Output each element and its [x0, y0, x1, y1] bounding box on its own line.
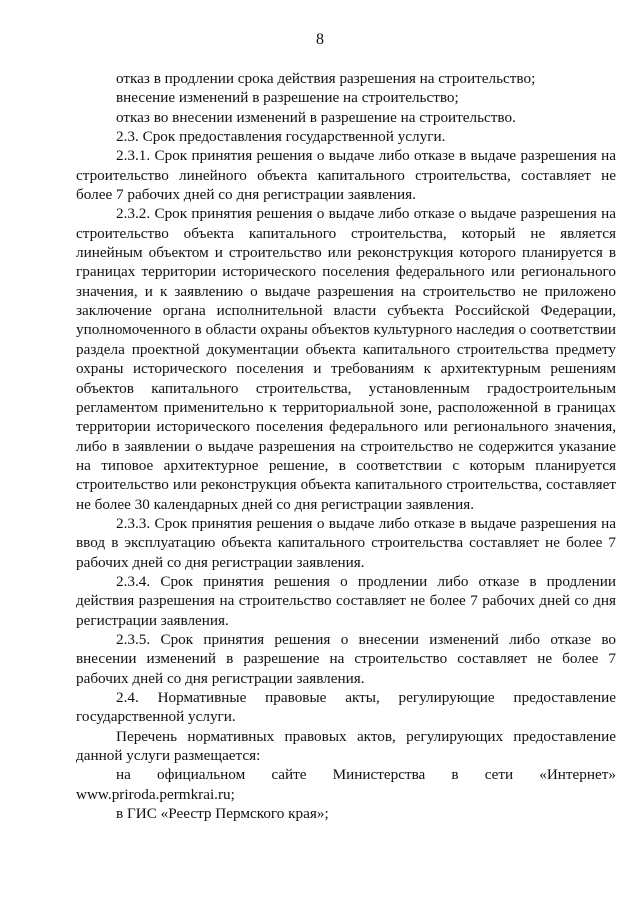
paragraph-gis-registry: в ГИС «Реестр Пермского края»;	[116, 805, 329, 823]
paragraph-2-3-2: 2.3.2. Срок принятия решения о выдаче либо отказе о выдаче разрешения на строительство объекта капитального строительства, который не является линейным объектом и строительство или реконструкция которого планируется в границах территории исторического поселения федерального или регионального значения, и к заявлению о выдаче разрешения на строительство не приложено заключение органа исполнительной власти субъекта Российской Федерации, уполномоченного в области охраны объектов культурного наследия о соответствии раздела проектной документации объекта капитального строительства предмету охраны исторического поселения и требованиям к архитектурным решениям объектов капитального строительства, установленным градостроительным регламентом применительно к территориальной зоне, расположенной в границах территории исторического поселения федерального или регионального значения, либо в заявлении о выдаче разрешения на строительство не содержится указание на типовое архитектурное решение, в соответствии с которым планируется строительство или реконструкция объекта капитального строительства, составляет не более 30 календарных дней со дня регистрации заявления.	[76, 205, 616, 513]
section-heading-2-4: 2.4. Нормативные правовые акты, регулирующие предоставление государственной услуги.	[76, 689, 616, 726]
page-number: 8	[316, 31, 324, 48]
section-heading-2-3: 2.3. Срок предоставления государственной услуги.	[116, 128, 446, 146]
list-item-refusal-extension: отказ в продлении срока действия разрешения на строительство;	[116, 70, 536, 87]
paragraph-list-intro: Перечень нормативных правовых актов, регулирующих предоставление данной услуги размещается:	[76, 727, 616, 765]
paragraph-2-3-3: 2.3.3. Срок принятия решения о выдаче либо отказе в выдаче разрешения на ввод в эксплуатацию объекта капитального строительства составляет не более 7 рабочих дней со дня регистрации заявления.	[76, 514, 616, 571]
paragraph-2-3-1: 2.3.1. Срок принятия решения о выдаче либо отказе в выдаче разрешения на строительство линейного объекта капитального строительства, составляет не более 7 рабочих дней со дня регистрации заявления.	[76, 147, 616, 204]
list-item-amendment: внесение изменений в разрешение на строительство;	[116, 89, 459, 107]
document-body	[76, 69, 616, 823]
paragraph-official-site: на официальном сайте Министерства в сети «Интернет» www.priroda.permkrai.ru;	[76, 766, 616, 803]
list-item-refusal-amendment: отказ во внесении изменений в разрешение на строительство.	[116, 108, 516, 126]
paragraph-2-3-4: 2.3.4. Срок принятия решения о продлении либо отказе в продлении действия разрешения на строительство составляет не более 7 рабочих дней со дня регистрации заявления.	[76, 572, 616, 629]
paragraph-2-3-5: 2.3.5. Срок принятия решения о внесении изменений либо отказе во внесении изменений в разрешение на строительство составляет не более 7 рабочих дней со дня регистрации заявления.	[76, 630, 616, 687]
